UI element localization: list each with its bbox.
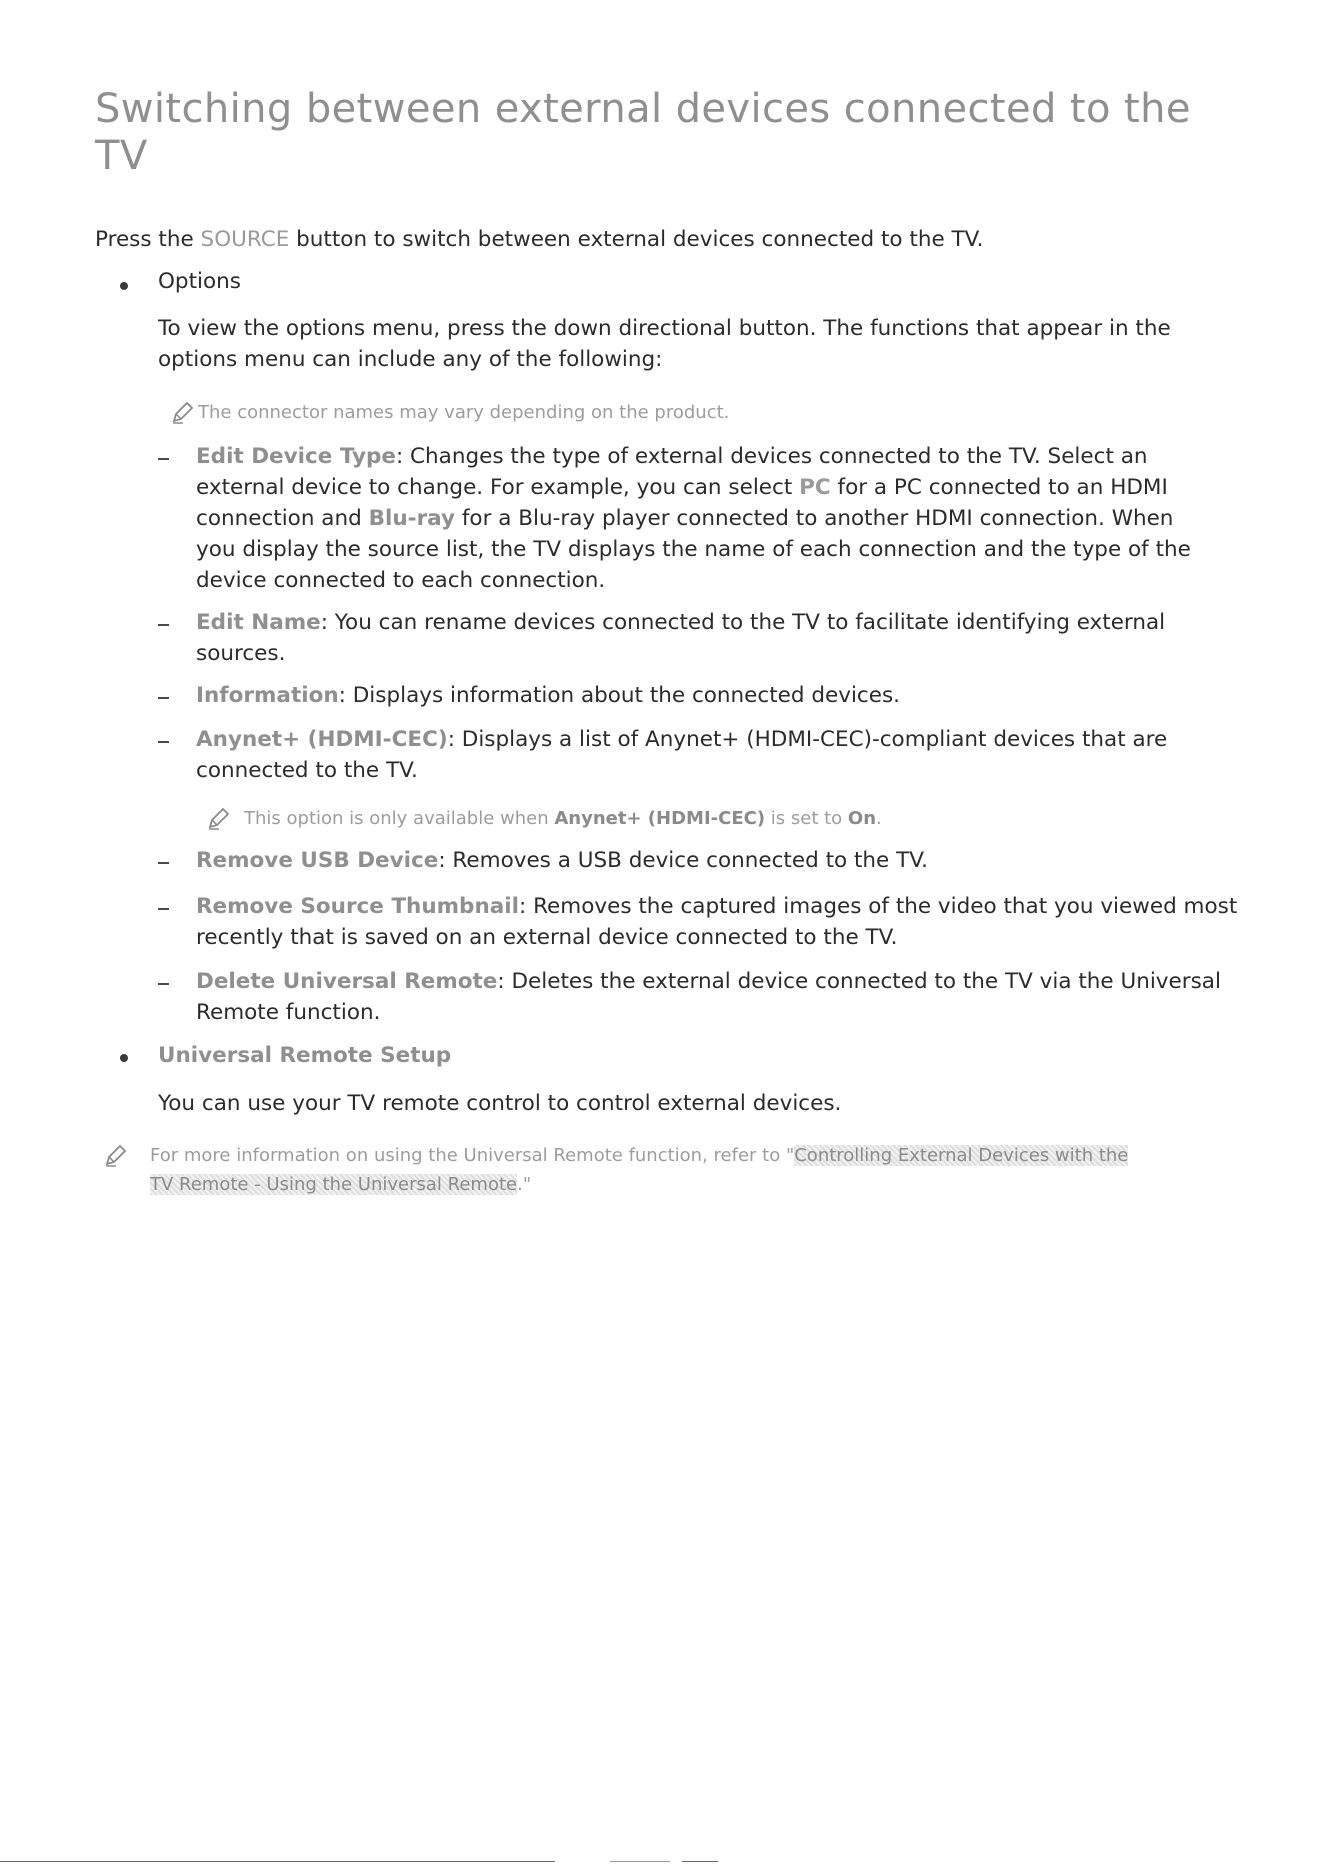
anynet-line2: connected to the TV. — [196, 758, 418, 783]
remove-usb-text: : Removes a USB device connected to the TV. — [438, 848, 929, 873]
pencil-note-icon — [104, 1143, 128, 1167]
list-dash — [158, 458, 169, 460]
pencil-note-icon — [207, 806, 231, 830]
anynet-note-text: . — [876, 808, 882, 829]
remove-usb-line1 — [196, 845, 928, 876]
edit-name-term: Edit Name — [196, 610, 321, 635]
delete-remote-term: Delete Universal Remote — [196, 969, 498, 994]
page-title: Switching between external devices connected to the TV — [95, 86, 1191, 179]
edit-device-type-line2 — [196, 472, 1168, 503]
anynet-note-text: is set to — [765, 808, 848, 829]
edit-device-type-term: Edit Device Type — [196, 444, 396, 469]
edit-device-type-text: for a Blu-ray player connected to another HDMI connection. When — [455, 506, 1174, 531]
anynet-note-value: On — [847, 808, 877, 829]
edit-device-type-text: external device to change. For example, you can select — [196, 475, 800, 500]
edit-name-text: : You can rename devices connected to the TV to facilitate identifying external — [320, 610, 1166, 635]
edit-device-type-text: for a PC connected to an HDMI — [830, 475, 1168, 500]
edit-name-line2: sources. — [196, 641, 286, 666]
anynet-note-term: Anynet+ (HDMI-CEC) — [554, 808, 766, 829]
footnote-link[interactable]: Controlling External Devices with the — [794, 1145, 1129, 1166]
anynet-text: : Displays a list of Anynet+ (HDMI-CEC)-compliant devices that are — [447, 727, 1168, 752]
options-heading: Options — [158, 269, 241, 294]
anynet-note — [244, 805, 882, 833]
edit-device-type-line5: device connected to each connection. — [196, 568, 606, 593]
information-line1 — [196, 680, 900, 711]
edit-device-type-line1 — [196, 441, 1148, 472]
remove-usb-term: Remove USB Device — [196, 848, 439, 873]
intro-text-pre: Press the — [95, 227, 201, 252]
remove-thumbnail-term: Remove Source Thumbnail — [196, 894, 519, 919]
remove-thumbnail-text: : Removes the captured images of the video that you viewed most — [519, 894, 1238, 919]
pencil-note-icon — [171, 400, 195, 424]
intro-paragraph — [95, 224, 983, 255]
bullet-dot — [120, 282, 128, 290]
anynet-note-text: This option is only available when — [244, 808, 555, 829]
list-dash — [158, 908, 169, 910]
list-dash — [158, 862, 169, 864]
edit-device-type-text: connection and — [196, 506, 369, 531]
footnote-text: For more information on using the Universal Remote function, refer to " — [150, 1145, 795, 1166]
list-dash — [158, 983, 169, 985]
options-desc-line2: options menu can include any of the following: — [158, 347, 663, 372]
edit-device-type-line3 — [196, 503, 1173, 534]
footnote-line2 — [150, 1171, 531, 1199]
footnote-text: ." — [517, 1174, 532, 1195]
anynet-term: Anynet+ (HDMI-CEC) — [196, 727, 448, 752]
delete-remote-line1 — [196, 966, 1221, 997]
universal-remote-heading: Universal Remote Setup — [158, 1043, 452, 1068]
remove-thumbnail-line1 — [196, 891, 1237, 922]
footer-rule — [682, 1861, 718, 1862]
edit-device-type-text: : Changes the type of external devices connected to the TV. Select an — [395, 444, 1148, 469]
list-dash — [158, 697, 169, 699]
anynet-line1 — [196, 724, 1167, 755]
list-dash — [158, 624, 169, 626]
delete-remote-line2: Remote function. — [196, 1000, 381, 1025]
connector-note: The connector names may vary depending on the product. — [198, 402, 730, 423]
intro-text-post: button to switch between external devices connected to the TV. — [289, 227, 984, 252]
source-key-label: SOURCE — [200, 227, 290, 252]
pc-label: PC — [799, 475, 831, 500]
footer-rule — [0, 1861, 555, 1862]
footnote-link[interactable]: TV Remote - Using the Universal Remote — [150, 1174, 518, 1195]
information-term: Information — [196, 683, 339, 708]
footnote-line1 — [150, 1142, 1128, 1170]
delete-remote-text: : Deletes the external device connected to the TV via the Universal — [497, 969, 1221, 994]
edit-device-type-line4: you display the source list, the TV displays the name of each connection and the type of the — [196, 537, 1191, 562]
universal-remote-desc: You can use your TV remote control to control external devices. — [158, 1091, 842, 1116]
information-text: : Displays information about the connected devices. — [338, 683, 901, 708]
footer-rule — [610, 1861, 670, 1862]
edit-name-line1 — [196, 607, 1165, 638]
options-desc-line1: To view the options menu, press the down directional button. The functions that appear in the — [158, 316, 1171, 341]
blu-ray-label: Blu-ray — [368, 506, 456, 531]
bullet-dot — [120, 1054, 128, 1062]
remove-thumbnail-line2: recently that is saved on an external device connected to the TV. — [196, 925, 898, 950]
list-dash — [158, 741, 169, 743]
